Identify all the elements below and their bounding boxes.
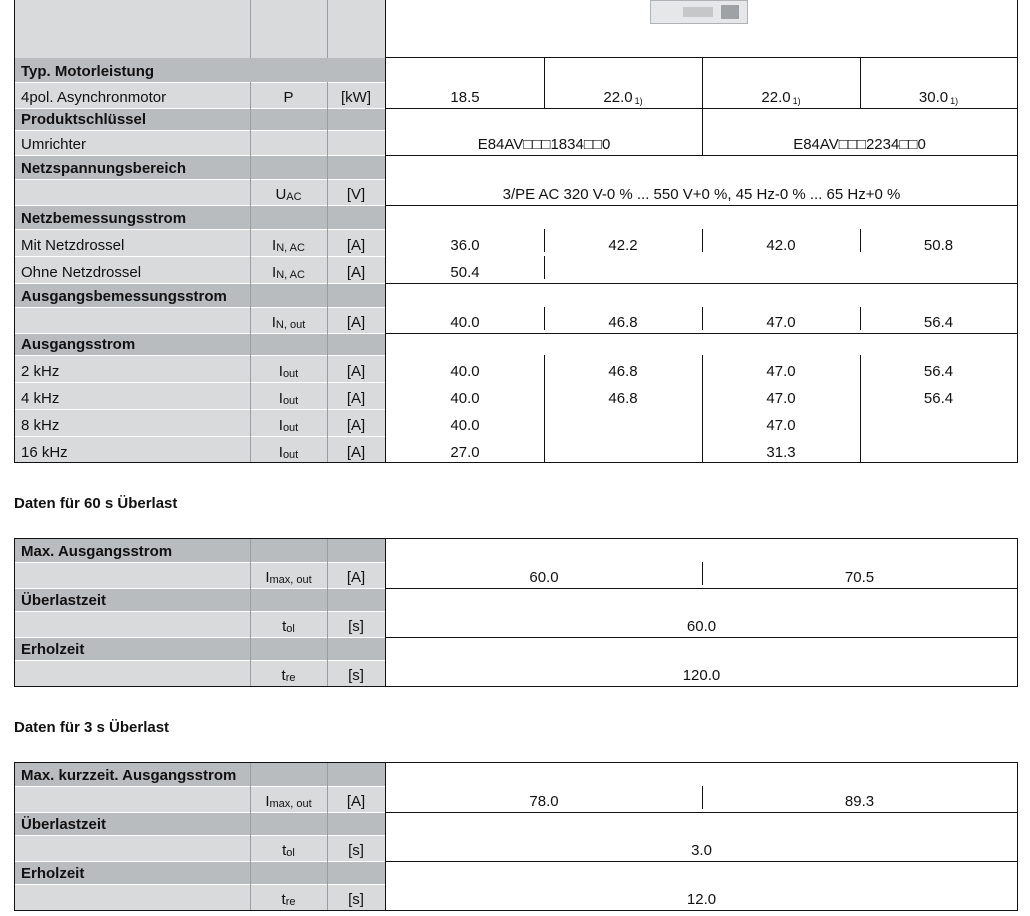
footnote-mark: 1) — [950, 96, 959, 106]
out-value: 46.8 — [608, 390, 638, 407]
header-gray-area — [15, 0, 385, 58]
mains-symbol: I N, AC — [250, 229, 327, 256]
motor-label: 4pol. Asynchronmotor — [15, 82, 250, 108]
max-current-value: 70.5 — [844, 569, 875, 586]
out-label: 4 kHz — [15, 382, 250, 409]
product-label: Umrichter — [15, 130, 250, 155]
motor-value: 30.0 $_{1)}$ — [918, 89, 959, 106]
out-value: 47.0 — [766, 363, 796, 380]
motor-value: 22.0 $_{1)}$ — [603, 89, 643, 106]
overload-time-header: Überlastzeit — [15, 812, 385, 835]
max-current-header: Max. kurzzeit. Ausgangsstrom — [15, 763, 385, 786]
mains-header: Netzbemessungsstrom — [15, 205, 385, 229]
max-current-header: Max. Ausgangsstrom — [15, 539, 385, 562]
section-3s-title: Daten für 3 s Überlast — [14, 719, 170, 736]
out-unit: [A] — [327, 409, 385, 436]
max-current-value: 60.0 — [529, 569, 559, 586]
mains-value: 50.8 — [923, 237, 954, 254]
out-unit: [A] — [327, 355, 385, 382]
product-empty — [250, 130, 385, 155]
motor-value: 18.5 — [450, 89, 480, 106]
recovery-time-symbol: t re — [250, 660, 327, 686]
max-current-value: 78.0 — [529, 793, 559, 810]
recovery-time-symbol: t re — [250, 884, 327, 910]
rated-out-symbol: I N, out — [250, 307, 327, 333]
out-value: 46.8 — [608, 363, 638, 380]
voltage-header: Netzspannungsbereich — [15, 155, 385, 179]
product-header: Produktschlüssel — [15, 108, 385, 130]
overload-time-value: 3.0 — [691, 842, 712, 859]
recovery-time-empty — [15, 660, 250, 686]
rated-out-header: Ausgangsbemessungsstrom — [15, 283, 385, 307]
overload-time-value: 60.0 — [686, 618, 717, 635]
rated-out-empty — [15, 307, 250, 333]
overload-time-symbol: t ol — [250, 835, 327, 861]
out-symbol: I out — [250, 355, 327, 382]
motor-unit: [kW] — [327, 82, 385, 108]
overload-time-unit: [s] — [327, 835, 385, 861]
overload-time-empty — [15, 611, 250, 637]
voltage-unit: [V] — [327, 179, 385, 205]
voltage-value: 3/PE AC 320 V-0 % ... 550 V+0 %, 45 Hz-0 % ... 65 Hz+0 % — [502, 186, 901, 203]
section-60s-title: Daten für 60 s Überlast — [14, 495, 178, 512]
out-symbol: I out — [250, 409, 327, 436]
recovery-time-unit: [s] — [327, 660, 385, 686]
rated-out-value: 46.8 — [608, 314, 638, 331]
out-label: 8 kHz — [15, 409, 250, 436]
product-key: E84AV□□□1834□□0 — [477, 136, 611, 153]
recovery-time-unit: [s] — [327, 884, 385, 910]
out-value: 40.0 — [450, 390, 480, 407]
inverter-device-icon — [650, 0, 748, 24]
recovery-time-header: Erholzeit — [15, 861, 385, 884]
recovery-time-empty — [15, 884, 250, 910]
recovery-time-value: 12.0 — [686, 891, 717, 908]
mains-value: 50.4 — [450, 264, 480, 281]
rated-out-value: 40.0 — [450, 314, 480, 331]
motor-header: Typ. Motorleistung — [15, 58, 385, 82]
out-value: 47.0 — [766, 417, 796, 434]
mains-unit: [A] — [327, 229, 385, 256]
mains-label: Ohne Netzdrossel — [15, 256, 250, 283]
out-symbol: I out — [250, 382, 327, 409]
out-label: 16 kHz — [15, 436, 250, 463]
recovery-time-value: 120.0 — [682, 667, 721, 684]
out-unit: [A] — [327, 382, 385, 409]
out-value: 40.0 — [450, 417, 480, 434]
footnote-mark: 1) — [792, 96, 801, 106]
voltage-empty — [15, 179, 250, 205]
max-current-value: 89.3 — [844, 793, 875, 810]
recovery-time-header: Erholzeit — [15, 637, 385, 660]
footnote-mark: 1) — [634, 96, 643, 106]
motor-value: 22.0 $_{1)}$ — [761, 89, 801, 106]
mains-symbol: I N, AC — [250, 256, 327, 283]
product-key: E84AV□□□2234□□0 — [793, 136, 926, 153]
max-current-symbol: I max, out — [250, 786, 327, 812]
out-symbol: I out — [250, 436, 327, 463]
max-current-empty — [15, 562, 250, 588]
max-current-unit: [A] — [327, 562, 385, 588]
voltage-symbol: U AC — [250, 179, 327, 205]
mains-value: 42.0 — [766, 237, 796, 254]
max-current-empty — [15, 786, 250, 812]
mains-value: 36.0 — [450, 237, 480, 254]
out-value: 40.0 — [450, 363, 480, 380]
overload-time-header: Überlastzeit — [15, 588, 385, 611]
rated-out-value: 56.4 — [923, 314, 954, 331]
mains-unit: [A] — [327, 256, 385, 283]
out-value: 27.0 — [450, 444, 480, 461]
out-value: 31.3 — [766, 444, 796, 461]
out-value: 47.0 — [766, 390, 796, 407]
rated-out-value: 47.0 — [766, 314, 796, 331]
out-label: 2 kHz — [15, 355, 250, 382]
out-value: 56.4 — [923, 390, 954, 407]
overload-time-empty — [15, 835, 250, 861]
motor-symbol: P — [250, 82, 327, 108]
out-value: 56.4 — [923, 363, 954, 380]
mains-label: Mit Netzdrossel — [15, 229, 250, 256]
mains-value: 42.2 — [608, 237, 638, 254]
overload-time-symbol: t ol — [250, 611, 327, 637]
max-current-unit: [A] — [327, 786, 385, 812]
rated-out-unit: [A] — [327, 307, 385, 333]
out-unit: [A] — [327, 436, 385, 463]
out-header: Ausgangsstrom — [15, 333, 385, 355]
overload-time-unit: [s] — [327, 611, 385, 637]
max-current-symbol: I max, out — [250, 562, 327, 588]
